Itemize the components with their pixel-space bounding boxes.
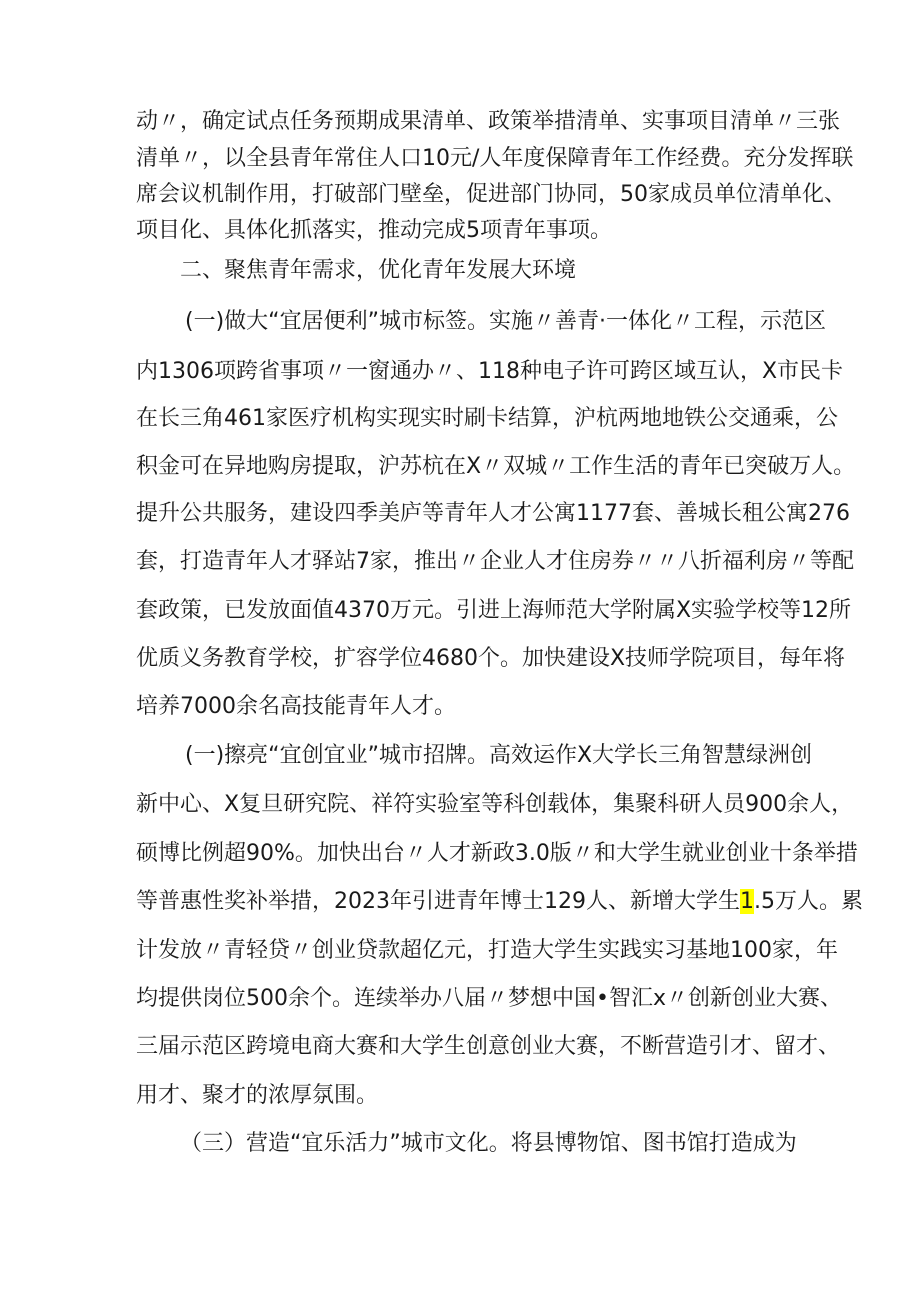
body-line: 提升公共服务，建设四季美庐等青年人才公寓1177套、善城长租公寓276: [136, 501, 850, 526]
subheading-line: (一)做大“宜居便利”城市标签。实施〃善青·一体化〃工程，示范区: [185, 309, 826, 334]
highlight-mark: 1: [739, 889, 754, 914]
body-line: 在长三角461家医疗机构实现实时刷卡结算，沪杭两地地铁公交通乘，公: [136, 406, 838, 431]
body-line-with-highlight: [0, 877, 920, 927]
body-line: 席会议机制作用，打破部门壁垒，促进部门协同，50家成员单位清单化、: [136, 182, 846, 207]
body-line: 新中心、X复旦研究院、祥符实验室等科创载体，集聚科研人员900余人，: [136, 792, 854, 817]
body-line: 项目化、具体化抓落实，推动完成5项青年事项。: [136, 218, 612, 243]
body-line: 套政策，已发放面值4370万元。引进上海师范大学附属X实验学校等12所: [136, 598, 852, 623]
body-text: .5万人。累: [753, 889, 863, 914]
body-line: 动〃，确定试点任务预期成果清单、政策举措清单、实事项目清单〃三张: [136, 109, 841, 134]
body-line: 均提供岗位500余个。连续举办八届〃梦想中国•智汇x〃创新创业大赛、: [136, 986, 842, 1011]
body-line: 优质义务教育学校，扩容学位4680个。加快建设X技师学院项目，每年将: [136, 646, 846, 671]
body-line: 清单〃，以全县青年常住人口10元/人年度保障青年工作经费。充分发挥联: [136, 146, 854, 171]
body-line: 硕博比例超90%。加快出台〃人才新政3.0版〃和大学生就业创业十条举措: [136, 841, 858, 866]
subheading-line: (一)擦亮“宜创宜业”城市招牌。高效运作X大学长三角智慧绿洲创: [185, 743, 813, 768]
body-line: 计发放〃青轻贷〃创业贷款超亿元，打造大学生实践实习基地100家，年: [136, 938, 838, 963]
section-heading: 二、聚焦青年需求，优化青年发展大环境: [180, 258, 577, 283]
body-line: 培养7000余名高技能青年人才。: [136, 694, 456, 719]
subheading-line: （三）营造“宜乐活力”城市文化。将县博物馆、图书馆打造成为: [180, 1131, 797, 1156]
body-line: 三届示范区跨境电商大赛和大学生创意创业大赛，不断营造引才、留才、: [136, 1034, 841, 1059]
body-line: 用才、聚才的浓厚氛围。: [136, 1083, 379, 1108]
body-line: 套，打造青年人才驿站7家，推出〃企业人才住房券〃〃八折福利房〃等配: [136, 549, 854, 574]
body-line: 积金可在异地购房提取，沪苏杭在X〃双城〃工作生活的青年已突破万人。: [136, 454, 856, 479]
body-line: 内1306项跨省事项〃一窗通办〃、118种电子许可跨区域互认，X市民卡: [136, 359, 844, 384]
body-text: 等普惠性奖补举措，2023年引进青年博士129人、新增大学生: [136, 889, 740, 914]
